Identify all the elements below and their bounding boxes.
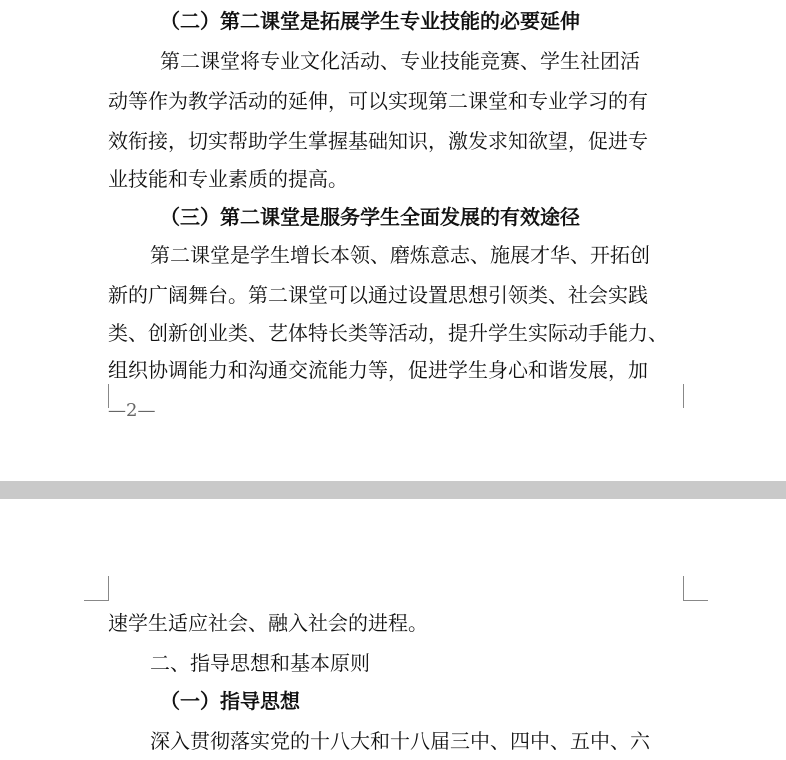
paragraph-line: 第二课堂将专业文化活动、专业技能竞赛、学生社团活 <box>160 49 640 73</box>
crop-mark <box>84 576 109 601</box>
paragraph-line: 组织协调能力和沟通交流能力等，促进学生身心和谐发展，加 <box>108 358 648 382</box>
page-number: —2— <box>108 400 156 421</box>
paragraph-line: 业技能和专业素质的提高。 <box>108 167 348 191</box>
paragraph-line: 效衔接，切实帮助学生掌握基础知识，激发求知欲望，促进专 <box>108 129 648 153</box>
crop-mark <box>683 384 708 408</box>
paragraph-line: 第二课堂是学生增长本领、磨炼意志、施展才华、开拓创 <box>150 243 650 267</box>
paragraph-line: 速学生适应社会、融入社会的进程。 <box>108 611 428 635</box>
paragraph-line: 动等作为教学活动的延伸，可以实现第二课堂和专业学习的有 <box>108 89 648 113</box>
paragraph-line: 类、创新创业类、艺体特长类等活动，提升学生实际动手能力、 <box>108 321 668 345</box>
section-heading-level1: 二、指导思想和基本原则 <box>150 651 370 675</box>
paragraph-line: 新的广阔舞台。第二课堂可以通过设置思想引领类、社会实践 <box>108 283 648 307</box>
crop-mark <box>683 576 708 601</box>
section-heading-2: （二）第二课堂是拓展学生专业技能的必要延伸 <box>160 9 580 33</box>
section-heading-3: （三）第二课堂是服务学生全面发展的有效途径 <box>160 205 580 229</box>
section-heading-guiding: （一）指导思想 <box>160 689 300 713</box>
crop-mark <box>84 384 109 408</box>
paragraph-line: 深入贯彻落实党的十八大和十八届三中、四中、五中、六 <box>150 729 650 753</box>
page-gap <box>0 481 786 499</box>
